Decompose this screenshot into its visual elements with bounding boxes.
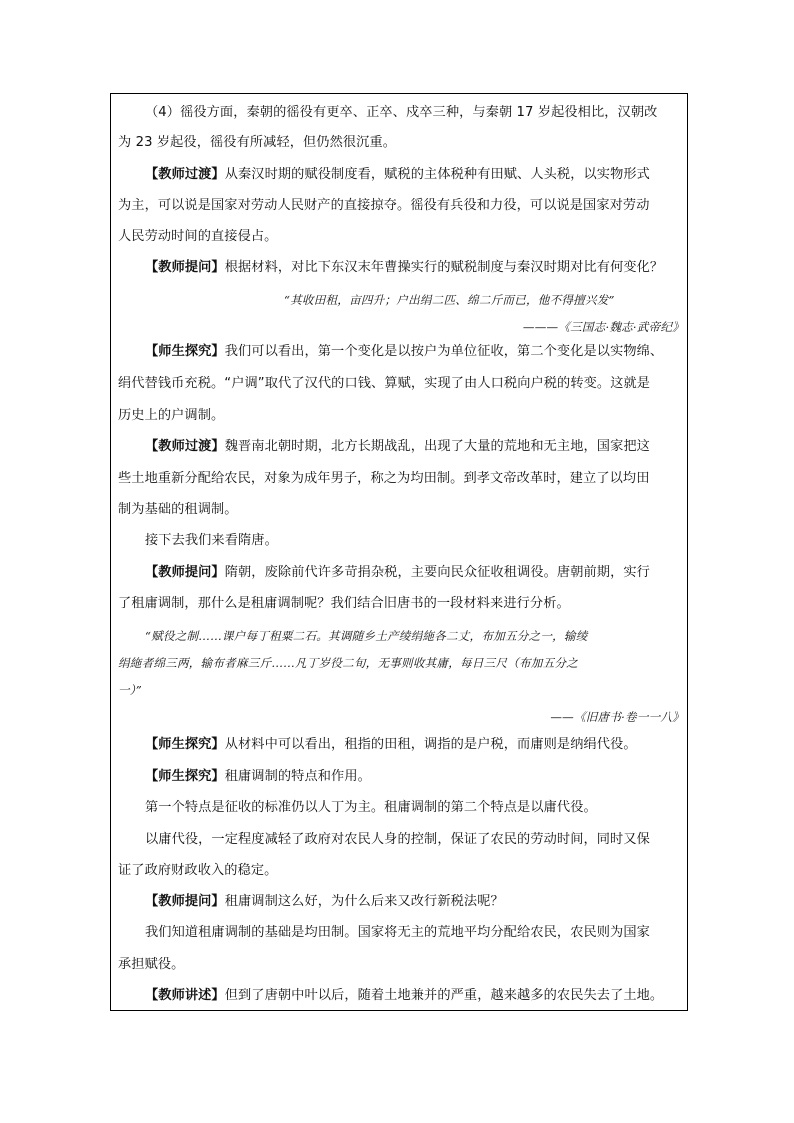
role-tag: 【教师提问】 xyxy=(145,565,225,580)
quote-line: 绢絁者绵三两，输布者麻三斤……凡丁岁役二旬，无事则收其庸，每日三尺（布加五分之 xyxy=(118,656,578,670)
role-tag: 【师生探究】 xyxy=(145,769,225,784)
paragraph-line: 【师生探究】租庸调制的特点和作用。 xyxy=(145,769,371,784)
quote-source: ———《三国志·魏志·武帝纪》 xyxy=(522,320,684,334)
role-tag: 【师生探究】 xyxy=(145,344,225,359)
role-tag: 【教师提问】 xyxy=(145,260,225,275)
paragraph-line: 了租庸调制，那什么是租庸调制呢？我们结合旧唐书的一段材料来进行分析。 xyxy=(118,596,570,611)
paragraph-line: （4）徭役方面，秦朝的徭役有更卒、正卒、戍卒三种，与秦朝 17 岁起役相比，汉朝改 xyxy=(145,105,658,120)
paragraph-line: 证了政府财政收入的稳定。 xyxy=(118,863,278,878)
quote-source: ——《旧唐书·卷一一八》 xyxy=(550,710,684,724)
paragraph-line: 【教师过渡】从秦汉时期的赋役制度看，赋税的主体税种有田赋、人头税，以实物形式 xyxy=(145,167,650,182)
paragraph-line: 【教师提问】根据材料，对比下东汉末年曹操实行的赋税制度与秦汉时期对比有何变化？ xyxy=(145,260,664,275)
role-tag: 【教师过渡】 xyxy=(145,439,225,454)
paragraph-line: 绢代替钱币充税。“户调”取代了汉代的口钱、算赋，实现了由人口税向户税的转变。这就是 xyxy=(118,376,651,391)
role-tag: 【教师过渡】 xyxy=(145,167,225,182)
paragraph-line: 【教师提问】租庸调制这么好，为什么后来又改行新税法呢？ xyxy=(145,894,504,909)
paragraph-line: 历史上的户调制。 xyxy=(118,408,225,423)
paragraph-line: 【师生探究】我们可以看出，第一个变化是以按户为单位征收，第二个变化是以实物绵、 xyxy=(145,344,664,359)
paragraph-line: 接下去我们来看隋唐。 xyxy=(145,533,278,548)
quote-line: “其收田租，亩四升；户出绢二匹、绵二斤而已，他不得擅兴发” xyxy=(284,293,615,307)
role-tag: 【师生探究】 xyxy=(145,737,225,752)
quote-line: 一）” xyxy=(118,683,142,697)
table-right-border xyxy=(687,93,688,1011)
paragraph-line: 以庸代役，一定程度减轻了政府对农民人身的控制，保证了农民的劳动时间，同时又保 xyxy=(145,832,650,847)
paragraph-line: 【教师过渡】魏晋南北朝时期，北方长期战乱，出现了大量的荒地和无主地，国家把这 xyxy=(145,439,650,454)
paragraph-line: 【师生探究】从材料中可以看出，租指的田租，调指的是户税，而庸则是纳绢代役。 xyxy=(145,737,637,752)
paragraph-line: 【教师讲述】但到了唐朝中叶以后，随着土地兼并的严重，越来越多的农民失去了土地。 xyxy=(145,988,664,1003)
role-tag: 【教师提问】 xyxy=(145,894,225,909)
quote-line: “赋役之制……课户每丁租粟二石。其调随乡土产绫绢絁各二丈，布加五分之一，输绫 xyxy=(145,629,588,643)
paragraph-line: 人民劳动时间的直接侵占。 xyxy=(118,229,278,244)
paragraph-line: 为主，可以说是国家对劳动人民财产的直接掠夺。徭役有兵役和力役，可以说是国家对劳动 xyxy=(118,198,650,213)
paragraph-line: 些土地重新分配给农民，对象为成年男子，称之为均田制。到孝文帝改革时，建立了以均田 xyxy=(118,471,650,486)
paragraph-line: 第一个特点是征收的标准仍以人丁为主。租庸调制的第二个特点是以庸代役。 xyxy=(145,800,597,815)
paragraph-line: 为 23 岁起役，徭役有所减轻，但仍然很沉重。 xyxy=(118,135,397,150)
table-left-border xyxy=(110,93,111,1011)
paragraph-line: 制为基础的租调制。 xyxy=(118,502,238,517)
paragraph-line: 【教师提问】隋朝，废除前代许多苛捐杂税，主要向民众征收租调役。唐朝前期，实行 xyxy=(145,565,650,580)
paragraph-line: 承担赋役。 xyxy=(118,957,185,972)
role-tag: 【教师讲述】 xyxy=(145,988,225,1003)
paragraph-line: 我们知道租庸调制的基础是均田制。国家将无主的荒地平均分配给农民，农民则为国家 xyxy=(145,925,650,940)
